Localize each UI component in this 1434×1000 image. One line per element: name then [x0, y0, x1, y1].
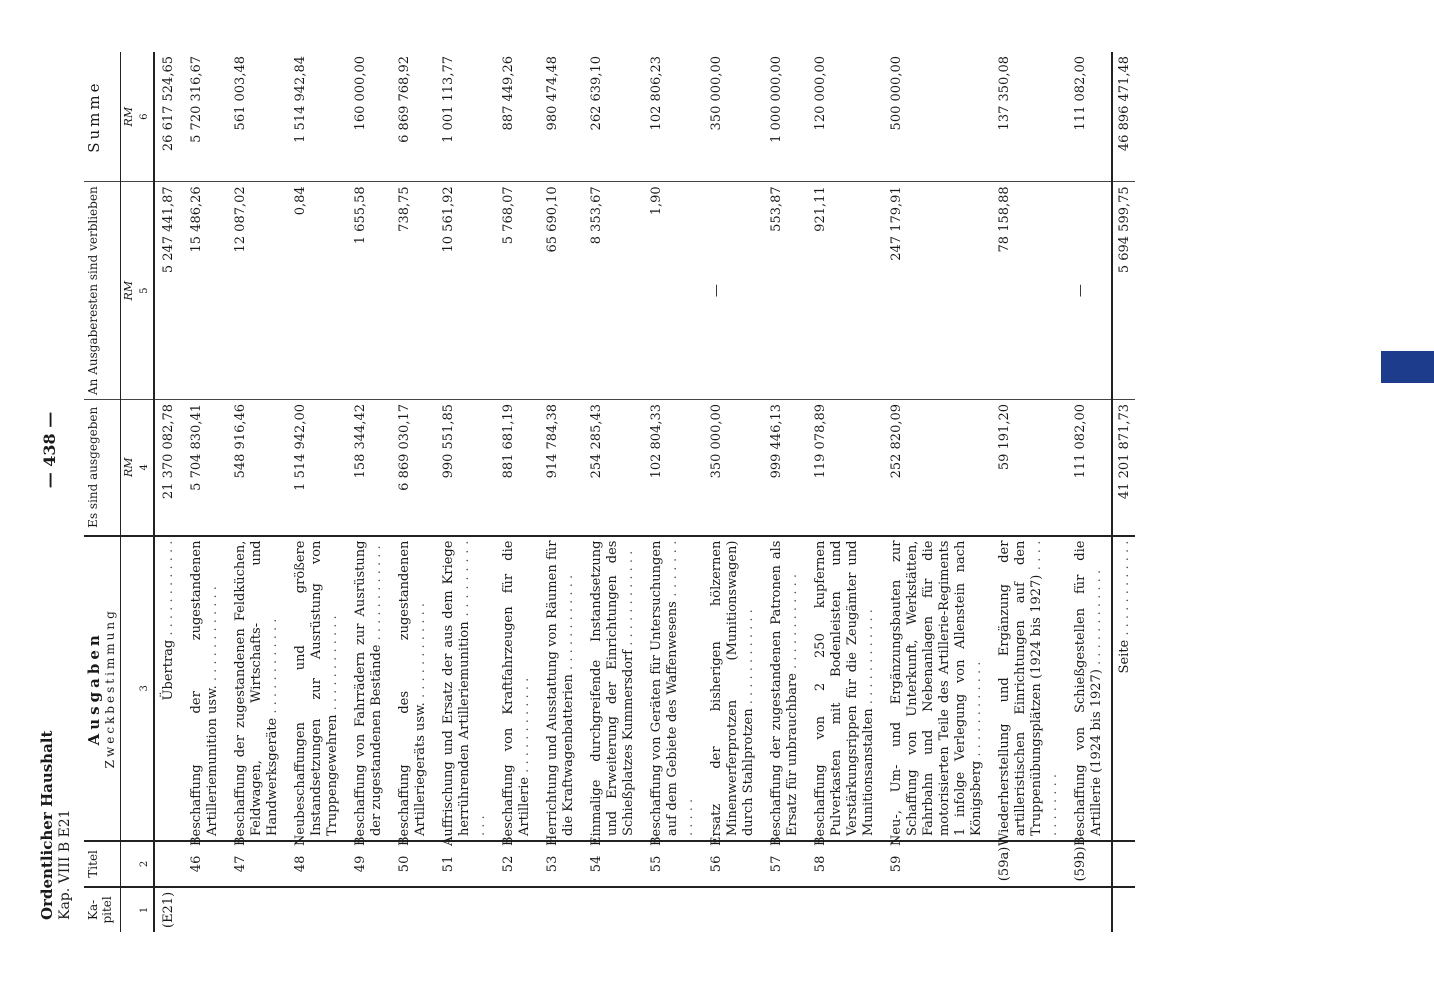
table-body: [154, 52, 1112, 932]
cell-reste: 0,84: [287, 182, 347, 400]
table-row: [807, 52, 883, 932]
cell-ausgegeben: 990 551,85: [435, 399, 495, 535]
table-row: [1067, 52, 1112, 932]
cell-reste: 5 768,07: [495, 182, 539, 400]
header-titel: Titel: [84, 841, 121, 887]
cell-zweck: [435, 536, 495, 847]
zweck-text: Herrichtung und Ausstattung von Räumen für die Kraftwagenbatterien: [545, 540, 576, 847]
unit-label: RM: [122, 106, 135, 127]
cell-kapitel: [763, 887, 807, 932]
column-number: 3: [137, 536, 154, 841]
zweck-text: Auffrischung und Ersatz der aus dem Kriege herrührenden Artilleriemunition: [441, 540, 472, 847]
cell-titel: 48: [287, 841, 347, 887]
table-row: [154, 52, 183, 932]
table-row: [763, 52, 807, 932]
table-row: [883, 52, 991, 932]
cell-zweck: [347, 536, 391, 847]
cell-reste: 738,75: [391, 182, 435, 400]
cell-summe: 980 474,48: [545, 56, 560, 131]
budget-table: [84, 52, 1135, 932]
cell-zweck: [495, 536, 539, 847]
cell-reste: 553,87: [763, 182, 807, 400]
cell-zweck: [183, 536, 227, 847]
cell-titel: 55: [643, 841, 703, 887]
table-row: [703, 52, 763, 932]
cell-zweck: [154, 536, 183, 841]
cell-reste: 12 087,02: [227, 182, 287, 400]
total-reste: 5 694 599,75: [1112, 182, 1135, 400]
table-row: [583, 52, 643, 932]
cell-titel: 52: [495, 841, 539, 887]
cell-reste: —: [703, 182, 763, 400]
total-summe: 46 896 471,48: [1112, 52, 1135, 182]
table-row: [183, 52, 227, 932]
cell-summe: 137 350,08: [997, 56, 1012, 131]
zweck-text: Neubeschaffungen und größere Instandsetzungen zur Ausrüstung von Truppengewehren: [293, 540, 340, 847]
column-number: 1: [137, 887, 154, 932]
zweck-text: Beschaffung der zugestandenen Patronen als Ersatz für unbrauchbare: [769, 540, 800, 847]
cell-ausgegeben: 6 869 030,17: [391, 399, 435, 535]
cell-zweck: [991, 536, 1067, 847]
table-row: [643, 52, 703, 932]
cell-summe: 500 000,00: [889, 56, 904, 131]
cell-zweck: [763, 536, 807, 847]
column-number-row: [137, 52, 154, 932]
document-header: [38, 731, 74, 920]
table-row: [495, 52, 539, 932]
cell-ausgegeben: 111 082,00: [1067, 399, 1112, 535]
cell-titel: 47: [227, 841, 287, 887]
zweck-text: Beschaffung der zugestandenen Artilleriemunition usw.: [189, 540, 220, 847]
cell-kapitel: [991, 887, 1067, 932]
cell-kapitel: [391, 887, 435, 932]
total-ausgegeben: 41 201 871,73: [1112, 399, 1135, 535]
cell-summe: 1 000 000,00: [769, 56, 784, 143]
header-ausgegeben: Es sind ausgegeben: [84, 399, 121, 535]
cell-zweck: [227, 536, 287, 847]
cell-kapitel: (E21): [154, 887, 183, 932]
cell-reste: 15 486,26: [183, 182, 227, 400]
cell-summe: 120 000,00: [813, 56, 828, 131]
cell-reste: 247 179,91: [883, 182, 991, 400]
zweck-text: Ersatz der bisherigen hölzernen Minenwerferprotzen (Munitionswagen) durch Stahlprotzen: [709, 540, 756, 847]
cell-reste: 921,11: [807, 182, 883, 400]
cell-ausgegeben: 252 820,09: [883, 399, 991, 535]
cell-kapitel: [703, 887, 763, 932]
cell-ausgegeben: 999 446,13: [763, 399, 807, 535]
cell-summe: 6 869 768,92: [397, 56, 412, 143]
cell-kapitel: [287, 887, 347, 932]
cell-summe: 350 000,00: [709, 56, 724, 131]
cell-titel: 56: [703, 841, 763, 887]
table-row: [991, 52, 1067, 932]
table-row: [539, 52, 583, 932]
cell-kapitel: [227, 887, 287, 932]
cell-zweck: [287, 536, 347, 847]
zweck-text: Beschaffung von Schießgestellen für die Artillerie (1924 bis 1927): [1073, 540, 1104, 847]
unit-label: RM: [121, 182, 138, 400]
cell-ausgegeben: 119 078,89: [807, 399, 883, 535]
cell-ausgegeben: 102 804,33: [643, 399, 703, 535]
zweck-text: Einmalige durchgreifende Instandsetzung und Erweiterung der Einrichtungen des Schießplatzes Kummersdorf: [589, 540, 636, 847]
header-ausgaben-title: Ausgaben: [85, 631, 103, 746]
cell-summe: 102 806,23: [649, 56, 664, 131]
cell-kapitel: [539, 887, 583, 932]
header-summe: Summe: [84, 52, 121, 182]
column-number: 2: [137, 841, 154, 887]
cell-kapitel: [495, 887, 539, 932]
cell-ausgegeben: 914 784,38: [539, 399, 583, 535]
unit-label: RM: [121, 399, 138, 535]
cell-reste: 8 353,67: [583, 182, 643, 400]
cell-titel: 57: [763, 841, 807, 887]
cell-zweck: [807, 536, 883, 847]
zweck-text: Wiederherstellung und Ergänzung der artilleristischen Einrichtungen auf den Truppenübungsplätzen (1924 bis 1927): [997, 540, 1044, 847]
header-reste: An Ausgaberesten sind verblieben: [84, 182, 121, 400]
zweck-text: Beschaffung von Geräten für Untersuchungen auf dem Gebiete des Waffenwesens: [649, 540, 680, 847]
dfg-logo: [1381, 351, 1434, 383]
cell-summe: 111 082,00: [1073, 56, 1088, 131]
cell-kapitel: [643, 887, 703, 932]
cell-reste: 5 247 441,87: [154, 182, 183, 400]
cell-reste: 1 655,58: [347, 182, 391, 400]
header-kapitel: Ka-pitel: [84, 887, 121, 932]
table-row: [347, 52, 391, 932]
cell-zweck: [539, 536, 583, 847]
zweck-text: Neu-, Um- und Ergänzungsbauten zur Schaffung von Unterkunft, Werkstätten, Fahrbahn und Nebenanlagen für die motorisierten Teile des Artillerie-Regiments 1 infolge Verlegung von Allenstein nach Königsberg: [889, 540, 984, 847]
zweck-text: Beschaffung von Fahrrädern zur Ausrüstung der zugestandenen Bestände: [353, 540, 384, 847]
zweck-text: Beschaffung des zugestandenen Artilleriegeräts usw.: [397, 540, 428, 847]
cell-zweck: [391, 536, 435, 847]
cell-kapitel: [583, 887, 643, 932]
cell-summe: 561 003,48: [233, 56, 248, 131]
cell-kapitel: [883, 887, 991, 932]
cell-ausgegeben: 59 191,20: [991, 399, 1067, 535]
document-title: Ordentlicher Haushalt: [38, 730, 56, 920]
unit-row: [121, 52, 138, 932]
cell-titel: (59a): [991, 841, 1067, 887]
cell-ausgegeben: 158 344,42: [347, 399, 391, 535]
zweck-text: Übertrag: [161, 639, 176, 701]
cell-summe: 5 720 316,67: [189, 56, 204, 143]
zweck-text: Beschaffung der zugestandenen Feldküchen, Feldwagen, Wirtschafts- und Handwerksgeräte: [233, 540, 280, 847]
cell-titel: 51: [435, 841, 495, 887]
cell-summe: 160 000,00: [353, 56, 368, 131]
cell-ausgegeben: 254 285,43: [583, 399, 643, 535]
cell-zweck: [703, 536, 763, 847]
cell-reste: 10 561,92: [435, 182, 495, 400]
cell-zweck: [1067, 536, 1112, 847]
table-row: [287, 52, 347, 932]
table-row: [391, 52, 435, 932]
table-row: [435, 52, 495, 932]
cell-reste: 78 158,88: [991, 182, 1067, 400]
cell-ausgegeben: 21 370 082,78: [154, 399, 183, 535]
total-row: [1112, 52, 1135, 932]
cell-kapitel: [347, 887, 391, 932]
cell-summe: 887 449,26: [501, 56, 516, 131]
cell-summe: 1 001 113,77: [441, 56, 456, 143]
cell-titel: 59: [883, 841, 991, 887]
cell-zweck: [883, 536, 991, 847]
cell-kapitel: [183, 887, 227, 932]
cell-reste: 65 690,10: [539, 182, 583, 400]
cell-titel: [154, 841, 183, 887]
column-number: 5: [137, 182, 154, 400]
zweck-text: Beschaffung von 2 250 kupfernen Pulverkasten mit Bodenleisten und Verstärkungsrippen für die Zeugämter und Munitionsanstalten: [813, 540, 876, 847]
cell-summe: 26 617 524,65: [161, 56, 176, 152]
cell-titel: 53: [539, 841, 583, 887]
zweck-text: Beschaffung von Kraftfahrzeugen für die Artillerie: [501, 540, 532, 847]
cell-kapitel: [807, 887, 883, 932]
cell-titel: 58: [807, 841, 883, 887]
cell-ausgegeben: 548 916,46: [227, 399, 287, 535]
cell-titel: 50: [391, 841, 435, 887]
cell-summe: 262 639,10: [589, 56, 604, 131]
cell-ausgegeben: 1 514 942,00: [287, 399, 347, 535]
cell-ausgegeben: 350 000,00: [703, 399, 763, 535]
digitization-note: [1404, 0, 1434, 1000]
cell-titel: (59b): [1067, 841, 1112, 887]
header-ausgaben: [84, 536, 121, 841]
cell-reste: 1,90: [643, 182, 703, 400]
cell-zweck: [583, 536, 643, 847]
table-header-row: [84, 52, 121, 932]
cell-ausgegeben: 5 704 830,41: [183, 399, 227, 535]
cell-kapitel: [1067, 887, 1112, 932]
cell-zweck: [643, 536, 703, 847]
page-number: — 438 —: [40, 411, 59, 489]
cell-kapitel: [435, 887, 495, 932]
header-zweck: Zweckbestimmung: [103, 608, 117, 769]
table-row: [227, 52, 287, 932]
column-number: 4: [137, 399, 154, 535]
cell-ausgegeben: 881 681,19: [495, 399, 539, 535]
cell-titel: 54: [583, 841, 643, 887]
cell-titel: 46: [183, 841, 227, 887]
column-number: 6: [137, 52, 154, 182]
chapter-label: Kap. VIII B E21: [57, 809, 73, 920]
cell-summe: 1 514 942,84: [293, 56, 308, 143]
total-label: Seite . . .: [1112, 536, 1135, 841]
cell-reste: —: [1067, 182, 1112, 400]
cell-titel: 49: [347, 841, 391, 887]
